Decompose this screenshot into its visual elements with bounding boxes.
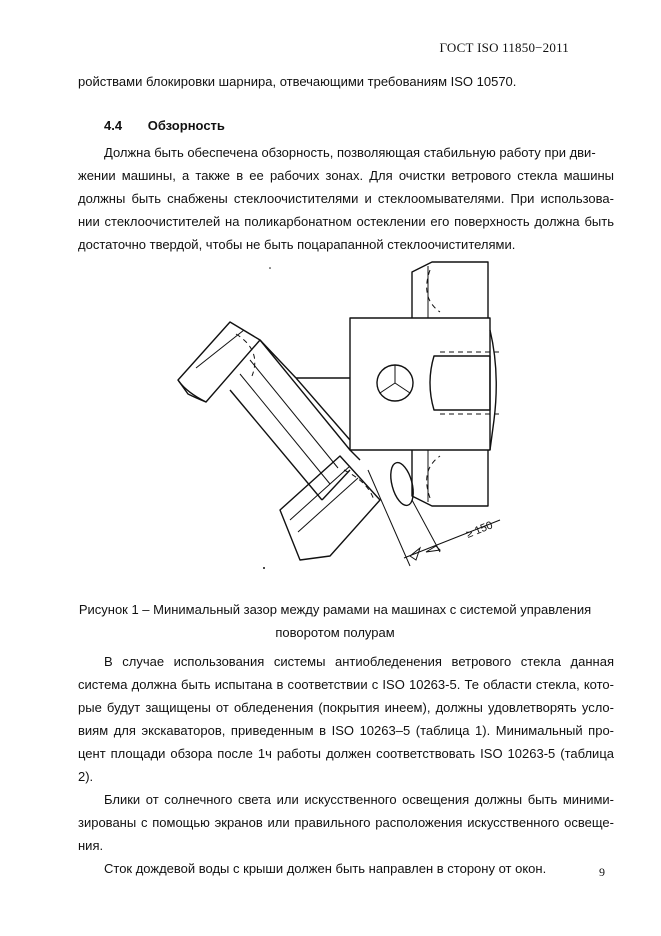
right-lower-block: [412, 450, 488, 506]
paragraph1-line-5: достаточно твердой, чтобы не быть поцарапанной стеклоочистителями.: [78, 237, 516, 252]
paragraph3-line-2: зированы с помощью экранов или правильного расположения искусственного освеще-: [78, 815, 614, 830]
dimension-label: ≥ 150: [464, 519, 495, 541]
paragraph2-line-3: рые будут защищены от обледенения (покрытия инеем), должны удовлетворять усло-: [78, 700, 614, 715]
section-number: 4.4: [104, 118, 123, 133]
paragraph1-line-1: Должна быть обеспечена обзорность, позволяющая стабильную работу при дви-: [104, 145, 596, 160]
paragraph3-line-1: Блики от солнечного света или искусственного освещения должны быть миними-: [104, 792, 614, 807]
paragraph1-line-2: жении машины, а также в ее рабочих зонах. Для очистки ветрового стекла машины: [78, 168, 614, 183]
section-title: Обзорность: [147, 118, 225, 133]
front-upper-block: [178, 322, 260, 402]
stray-mark: [263, 567, 265, 569]
paragraph3-line-3: ния.: [78, 838, 104, 853]
paragraph2-line-2: система должна быть испытана в соответствии с ISO 10263-5. Те области стекла, кото-: [78, 677, 614, 692]
paragraph1-line-3: должны быть снабжены стеклоочистителями и стеклоомывателями. При использова-: [78, 191, 614, 206]
intro-line: ройствами блокировки шарнира, отвечающими требованиям ISO 10570.: [78, 74, 517, 89]
right-upper-block: [412, 262, 488, 318]
front-lower-block: [280, 456, 380, 560]
paragraph2-line-1: В случае использования системы антиобледенения ветрового стекла данная: [104, 654, 614, 669]
page-number: 9: [599, 865, 605, 879]
stray-mark: [269, 267, 271, 269]
figure-caption-line-2: поворотом полурам: [275, 625, 395, 640]
dimension-lines: [368, 470, 500, 566]
paragraph2-line-5: цент площади обзора после 1ч работы должен соответствовать ISO 10263-5 (таблица: [78, 746, 614, 761]
paragraph2-line-4: виям для экскаваторов, приведенным в ISO 10263–5 (таблица 1). Минимальный про-: [78, 723, 614, 738]
paragraph2-line-6: 2).: [78, 769, 94, 784]
paragraph4-line-1: Сток дождевой воды с крыши должен быть направлен в сторону от окон.: [104, 861, 547, 876]
paragraph1-line-4: нии стеклоочистителей на поликарбонатном остеклении его поверхность должна быть: [78, 214, 614, 229]
front-frame: [230, 340, 360, 500]
figure-caption-line-1: Рисунок 1 – Минимальный зазор между рамами на машинах с системой управления: [78, 602, 592, 617]
rear-frame: [350, 318, 500, 450]
standard-code: ГОСТ ISO 11850−2011: [439, 40, 569, 55]
